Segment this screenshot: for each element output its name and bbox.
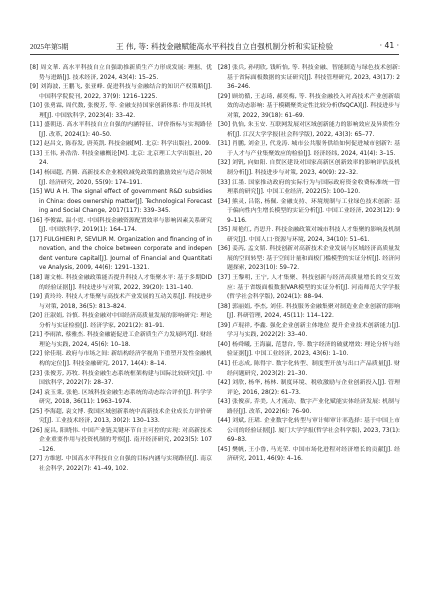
references-right-column [218, 64, 400, 465]
references-left-column [30, 64, 212, 475]
reference-item: [18] 谢文栋. 科技金融政策能否提升科技人才集聚水平: 基于多期DID的经验证据[J]. 科技进步与对策, 2022, 39(20): 131–140. [30, 275, 212, 291]
reference-item: [23] 张俊芳, 苏牧. 科技金融生态系统框架构建与国际比较研究[J]. 中国软科学, 2022(7): 28–37. [30, 370, 212, 387]
reference-item: [16] 李俊霖, 温小霓. 中国科技金融资源配置效率与影响因素关系研究[J]. 中国软科学, 2019(1): 164–174. [30, 217, 212, 234]
reference-item: [36] 姜芮, 孟文韬. 科技创新对高新技术企业发展与区域经济高质量发展的空间转型: 基于空间计量和面板门槛模型的实证分析[J]. 经济问题探索, 2023(10): 59–72. [218, 246, 400, 272]
reference-item: [19] 黄玲玲. 科技人才集聚与高技术产业发展的互动关系[J]. 科技进步与对策, 2018, 36(5): 813–824. [30, 294, 212, 310]
reference-item: [39] 卢琨祥, 李鑫. 强化企业创新主体地位 提升企业技术创新能力[J]. 学习与实践, 2022(2): 33–40. [218, 322, 400, 339]
reference-item: [45] 樊帆, 王小鲁, 马光荣. 中国市场化进程对经济增长的贡献[J]. 经济研究, 2011, 46(9): 4–16. [218, 446, 400, 463]
reference-item: [22] 徐佳琨. 政府与市场之间: 新结构经济学视角下重塑开发性金融机构的定位[J]. 科技金融研究, 2017, 14(4): 8–14. [30, 351, 212, 367]
reference-item: [37] 王黎明, 王宁, 人才集聚、科技创新与经济高质量增长的交互效应: 基于省级面板数据VAR模型的实证分析[J]. 河南师范大学学报(哲学社会科学版), 2024(1): 88–94. [218, 275, 400, 301]
reference-item: [13] 王伟, 孙浩浩. 科技金融概论[M]. 北京: 北京理工大学出版社, 2024. [30, 150, 212, 167]
reference-item: [20] 汪淑娟, 谷慎. 科技金融对中国经济高质量发展的影响研究: 理论分析与实证检验[J]. 经济学家, 2021(2): 81–91. [30, 313, 212, 329]
reference-item: [9] 刘海波, 王鹏飞, 张亚峰. 促进科技与金融结合的知识产权策略[J]. 中国科学院院刊, 2022, 37(9): 1216–1225. [30, 84, 212, 100]
reference-item: [21] 李雨浓, 蔡雅杰. 科技金融能促进工企新质生产力发展吗?[J]. 财经理论与实践, 2024, 45(6): 10–18. [30, 332, 212, 348]
reference-item: [31] 肖鹏, 刘金卫, 代龙涛. 城市公共服务供给如何促进城市创新?: 基于人才与产业集聚效应的检验[J]. 经济经纬, 2024, 41(4): 3–15. [218, 141, 400, 157]
reference-item: [14] 杨园超, 肖腾. 高新技术企业税收减免政策的激励效应与适合领域[J]. 经济研究, 2020, 55(9): 174–191. [30, 170, 212, 186]
reference-item: [42] 刘欣, 杨华, 杨林. 制度环境、税收激励与企业创新投入[J]. 管理评论, 2016, 28(2): 61–73. [218, 380, 400, 396]
reference-item: [29] 顾幼循, 王志琦, 郝奕梅, 等. 科技金融投入对高技术产业创新绩效的动态影响: 基于模糊聚类定性比较分析(fsQCA)[J]. 科技进步与对策, 2022, 39(18): 61–69. [218, 93, 400, 119]
reference-item: [43] 张俊彦, 乔美, 人才流动、数字产业化赋能实体经济发展: 机制与路径[J]. 改革, 2022(6): 76–90. [218, 399, 400, 415]
reference-item: [11] 盛朝迅. 高水平科技自立自强的内涵特征、评价指标与实现路径[J]. 改革, 2024(1): 40–50. [30, 122, 212, 138]
reference-item: [34] 熊灵, 吕铭, 杨佩. 金融支持、环境规制与工业绿色技术创新: 基于偏向性内生增长模型的实证分析[J]. 中国工业经济, 2023(12): 99–116. [218, 198, 400, 224]
reference-item: [12] 赵昌文, 陈春发, 唐英凯. 科技金融[M]. 北京: 科学出版社, 2009. [30, 141, 211, 148]
reference-item: [25] 李海超, 袁文博. 我国区域创新系统中高新技术企业成长力评价研究[J]. 工业技术经济, 2013, 30(2): 130–133. [30, 408, 212, 425]
running-header [30, 40, 399, 55]
reference-item: [33] 江墨. 国家推动政府的实际行为与国际政府资金收费标准统一管理系的研究[J]. 中国工业经济, 2022(5): 100–120. [218, 179, 400, 196]
reference-item: [38] 郭丽娟, 李杰, 刘佳. 科技服务金融集聚对制造业企业创新的影响[J]. 科研管理, 2024, 45(11): 114–122. [218, 303, 400, 320]
reference-item: [30] 仇怡, 朱玉安. 互联网发展对区域创新能力的影响效应及异质性分析[J]. 江汉大学学报(社会科学版), 2022, 43(3): 65–77. [218, 122, 400, 138]
reference-item: [41] 任志成, 陈得宇. 数字化转型、制度型开放与出口产品质量[J]. 财经问题研究, 2023(2): 21–30. [218, 360, 400, 377]
reference-item: [10] 张勇霖, 周代数, 张俊芳, 等. 金融支持国家创新体系: 作用及其机理[J]. 中国软科学, 2023(4): 33–42. [30, 103, 212, 119]
article-running-title: 王 伟, 等: 科技金融赋能高水平科技自立自强机制分析和实证检验 [116, 42, 334, 51]
journal-issue: 2025年第5期 [30, 43, 69, 51]
reference-item: [40] 杨舜曦, 王海赢, 范慧台, 等. 数字经济的破就增效: 理论分析与经验证据[J]. 中国工业经济, 2023, 43(6): 1–10. [218, 341, 400, 358]
reference-item: [44] 刘斌, 汪珺. 企业数字化转型与审计师审计率选择: 基于中国上市公司的经验证据[J]. 厦门大学学报(哲学社会科学版), 2023, 73(1): 69–83. [218, 418, 400, 444]
reference-item: [28] 张兵, 孙明欣, 钱昕怡, 等. 科技金融、智能制造与绿色技术创新: 基于省际面板数据的实证研究[J]. 科技管理研究, 2023, 43(17): 236–246. [218, 65, 400, 91]
reference-item: [32] 刘钒, 向如阳. 自贸区建设对国家高新区创新效率的影响评估及机制分析[J]. 科技进步与对策, 2023, 40(9): 22–32. [218, 160, 400, 177]
reference-item: [8] 周文華. 高水平科技自立自强助推新质生产力形成发展: 理据、优势与进路[J]. 技术经济, 2024, 43(4): 15–25. [30, 65, 212, 81]
reference-item: [35] 周艳红, 肖思升. 科技金融政策对城市科技人才集聚的影响及机制研究[J]. 中国人口·资源与环境, 2024, 34(10): 51–61. [218, 227, 400, 243]
page-number: · 41 · [379, 41, 399, 50]
reference-item: [24] 袁玉秉, 张艳. 区域科技金融生态系统的动态综合评价[J]. 科学学研究, 2018, 36(11): 1963–1974. [30, 389, 212, 406]
reference-item: [15] WU A H. The signal effect of government R&D subsidies in China: does ownership matter[J]. Technological Forecasting and Social Change, 2017(117): 339–345. [30, 189, 212, 215]
reference-item: [17] FULGHIERI P, SEVILIR M. Organization and financing of innovation, and the choice between corporate and independent venture capital[J]. Journal of Financial and Quantitative Analysis, 2009, 44(6): 1291–1321. [30, 236, 212, 272]
reference-item: [26] 庞昌, 阳晓伟. 中国产业链关键环节自主可控的实现: 对高新技术企业重要作用与投资机制的考察[J]. 南开经济研究, 2023(5): 107–126. [30, 427, 212, 453]
reference-item: [27] 方维慰. 中国高水平科技自立自强的目标内涵与实现路径[J]. 南京社会科学, 2022(7): 41–49, 102. [30, 456, 212, 472]
